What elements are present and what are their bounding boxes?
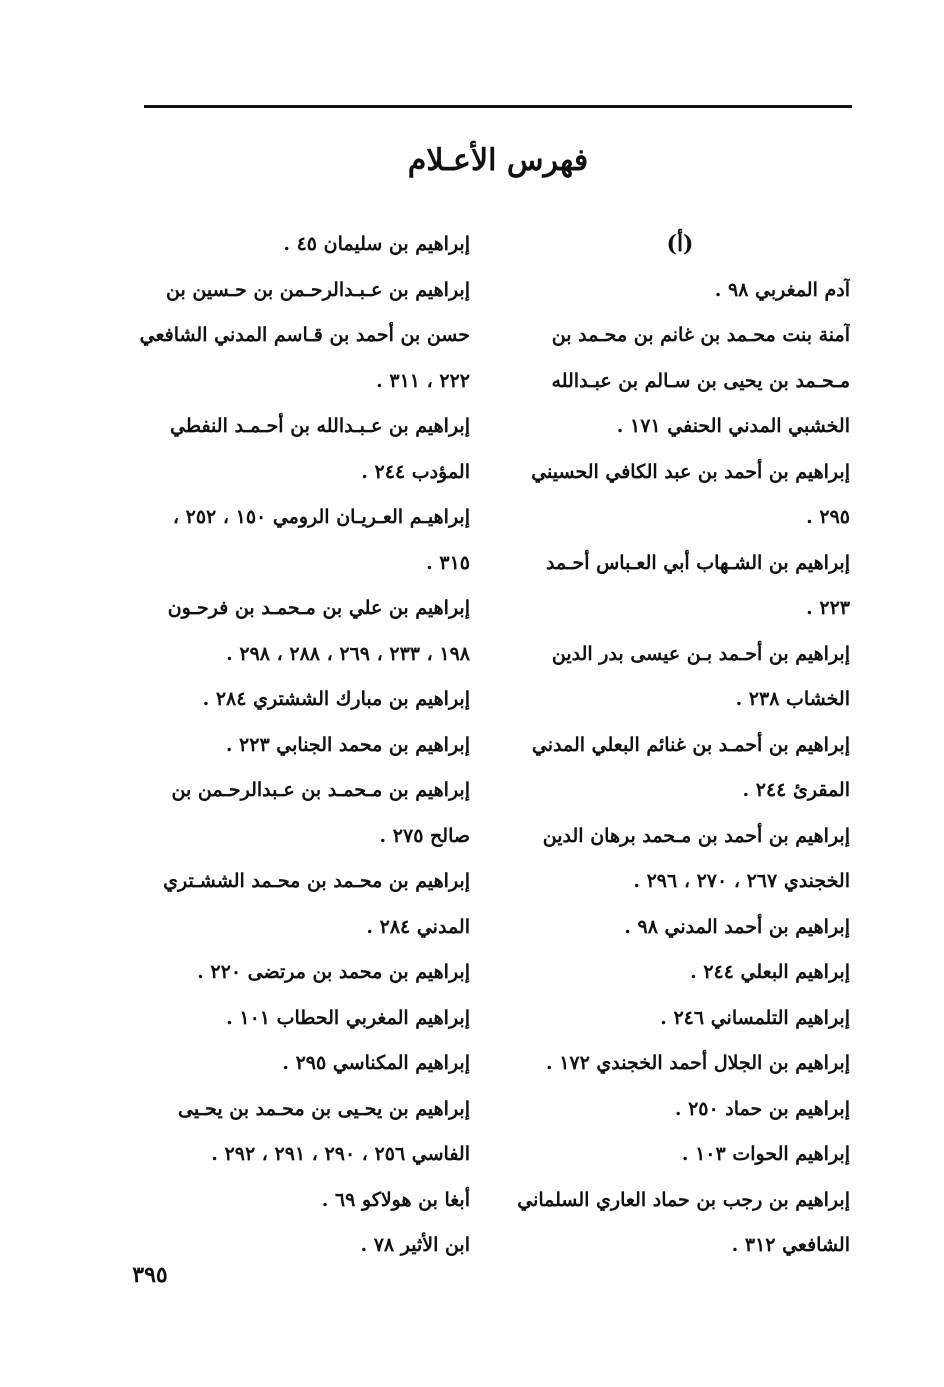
index-entry-line: إبراهيم بن أحمد المدني ٩٨ .	[624, 915, 850, 938]
index-entry-line: ابن الأثير ٧٨ .	[360, 1234, 470, 1256]
index-entry-line: إبراهيم بن محـمد بن محـمد الششـتري	[163, 870, 470, 892]
index-entry-line: الخشاب ٢٣٨ .	[735, 688, 850, 710]
index-entry-line: إبراهيم المكناسي ٢٩٥ .	[282, 1052, 470, 1074]
index-entry-line: الخجندي ٢٦٧ ، ٢٧٠ ، ٢٩٦ .	[633, 870, 850, 892]
index-entry-line: إبراهيم بن سليمان ٤٥ .	[283, 233, 470, 255]
index-entry-line: إبراهيم بن محمد الجنابي ٢٢٣ .	[225, 733, 470, 756]
index-entry-line: ٢٢٣ .	[806, 597, 850, 619]
index-entry-line: إبراهيم المغربي الحطاب ١٠١ .	[226, 1006, 470, 1029]
left-entries	[130, 222, 470, 1269]
index-entry-line: المقرئ ٢٤٤ .	[742, 779, 850, 801]
index-entry-line: حسن بن أحمد بن قـاسم المدني الشافعي	[139, 324, 470, 346]
index-entry-line: الخشبي المدني الحنفي ١٧١ .	[616, 415, 850, 437]
index-entry-line: إبراهيم بن حماد ٢٥٠ .	[674, 1097, 850, 1120]
index-entry-line: أبغا بن هولاكو ٦٩ .	[321, 1188, 470, 1211]
index-entry-line: إبراهيم بن عـبـدالله بن أحـمـد النفطي	[170, 415, 470, 437]
index-entry-line: الفاسي ٢٥٦ ، ٢٩٠ ، ٢٩١ ، ٢٩٢ .	[211, 1143, 470, 1165]
index-entry-line: آمنة بنت محـمد بن غانم بن محـمد بن	[551, 324, 850, 346]
index-entry-line: إبراهيم بن أحمد بن عبد الكافي الحسيني	[531, 460, 850, 483]
index-entry-line: ٢٩٥ .	[806, 506, 850, 528]
index-entry-line: إبراهيم الحوات ١٠٣ .	[681, 1143, 850, 1165]
index-entry-line: إبراهيم بن محمد بن مرتضى ٢٢٠ .	[197, 961, 470, 983]
index-entry-line: إبراهيم بن عـبـدالرحـمن بن حـسين بن	[166, 278, 470, 301]
section-heading: (أ)	[666, 231, 694, 257]
index-entry-line: المدني ٢٨٤ .	[366, 915, 470, 938]
index-entry-line: إبراهيم بن مـحمـد بن عـبدالرحـمن بن	[171, 779, 470, 801]
page-number: ٣٩٥	[132, 1262, 168, 1288]
index-entry-line: صالح ٢٧٥ .	[379, 824, 470, 847]
top-rule	[144, 105, 852, 108]
page-title: فهرس الأعـلام	[407, 143, 589, 178]
index-entry-line: إبراهيم بن أحمـد بن غنائم البعلي المدني	[531, 733, 850, 756]
right-entries	[510, 268, 850, 1269]
index-entry-line: إبراهيم بن الشـهاب أبي العـباس أحـمد	[545, 551, 850, 574]
index-entry-line: إبراهيم بن الجلال أحمد الخجندي ١٧٢ .	[545, 1052, 850, 1074]
index-entry-line: إبراهيم بن أحمد بن مـحمد برهان الدين	[542, 824, 850, 847]
index-entry-line: الشافعي ٣١٢ .	[731, 1234, 850, 1256]
index-entry-line: ١٩٨ ، ٢٣٣ ، ٢٦٩ ، ٢٨٨ ، ٢٩٨ .	[226, 642, 470, 665]
index-entry-line: ٣١٥ .	[426, 551, 470, 574]
index-column-right	[510, 222, 850, 1269]
index-entry-line: المؤدب ٢٤٤ .	[361, 460, 470, 483]
index-entry-line: إبراهيم بن مبارك الششتري ٢٨٤ .	[202, 688, 470, 710]
index-entry-line: إبراهيم التلمساني ٢٤٦ .	[660, 1006, 850, 1029]
index-entry-line: إبراهيم بن علي بن مـحمـد بن فرحـون	[167, 597, 470, 619]
index-entry-line: آدم المغربي ٩٨ .	[714, 278, 850, 301]
index-entry-line: إبراهيم بن رجب بن حماد العاري السلماني	[517, 1188, 850, 1211]
index-entry-line: إبراهيم البعلي ٢٤٤ .	[690, 961, 850, 983]
index-column-left	[130, 222, 470, 1269]
index-entry-line: إبراهيم بن يحـيى بن محـمد بن يحـيى	[177, 1097, 470, 1120]
index-entry-line: إبراهيـم العـريـان الرومي ١٥٠ ، ٢٥٢ ،	[172, 506, 470, 528]
index-entry-line: إبراهيم بن أحـمد بـن عيسى بدر الدين	[551, 642, 850, 665]
index-entry-line: مـحـمد بن يحيى بن سـالم بن عبـدالله	[551, 369, 850, 392]
index-entry-line: ٢٢٢ ، ٣١١ .	[376, 369, 470, 392]
